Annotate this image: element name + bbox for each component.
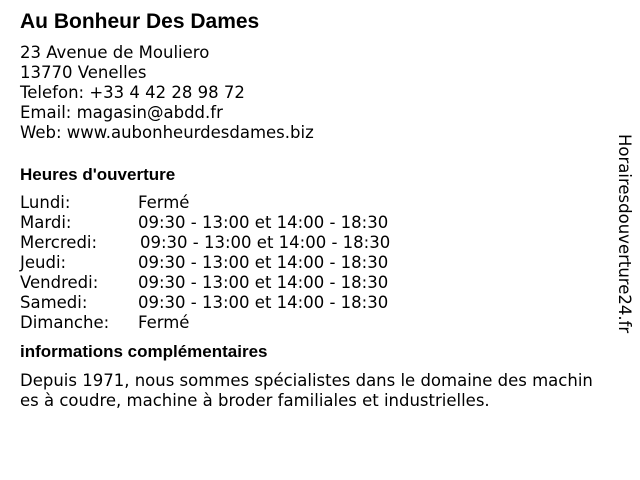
hours-row-friday: [20, 273, 600, 293]
hours-time: 09:30 - 13:00 et 14:00 - 18:30: [138, 253, 389, 272]
email-line: Email: magasin@abdd.fr: [20, 103, 223, 122]
hours-time: 09:30 - 13:00 et 14:00 - 18:30: [138, 273, 389, 292]
hours-day: Lundi:: [20, 193, 71, 212]
additional-info-heading: informations complémentaires: [20, 342, 268, 361]
hours-day: Jeudi:: [20, 253, 67, 272]
hours-day: Dimanche:: [20, 313, 110, 332]
opening-hours-heading: Heures d'ouverture: [20, 165, 176, 184]
hours-day: Mardi:: [20, 213, 72, 232]
hours-row-tuesday: [20, 213, 600, 233]
hours-day: Samedi:: [20, 293, 88, 312]
phone-line: Telefon: +33 4 42 28 98 72: [20, 83, 245, 102]
hours-day: Vendredi:: [20, 273, 99, 292]
web-line: Web: www.aubonheurdesdames.biz: [20, 123, 314, 142]
hours-row-sunday: [20, 313, 600, 333]
hours-time: 09:30 - 13:00 et 14:00 - 18:30: [138, 293, 389, 312]
opening-hours-table: [20, 193, 600, 333]
hours-row-wednesday: [20, 233, 600, 253]
address-street: 23 Avenue de Mouliero: [20, 43, 210, 62]
contact-block: [20, 43, 600, 143]
hours-row-monday: [20, 193, 600, 213]
address-city: 13770 Venelles: [20, 63, 147, 82]
additional-info-text: Depuis 1971, nous sommes spécialistes dans le domaine des machines à coudre, machine à broder familiales et industrielles.: [20, 371, 593, 410]
hours-time: Fermé: [138, 193, 190, 212]
hours-row-saturday: [20, 293, 600, 313]
hours-time: Fermé: [138, 313, 190, 332]
business-card: [20, 10, 600, 411]
hours-time: 09:30 - 13:00 et 14:00 - 18:30: [140, 233, 391, 252]
site-watermark: Horairesdouverture24.fr: [615, 134, 634, 334]
hours-row-thursday: [20, 253, 600, 273]
hours-time: 09:30 - 13:00 et 14:00 - 18:30: [138, 213, 389, 232]
business-name: Au Bonheur Des Dames: [20, 10, 260, 33]
hours-day: Mercredi:: [20, 233, 98, 252]
